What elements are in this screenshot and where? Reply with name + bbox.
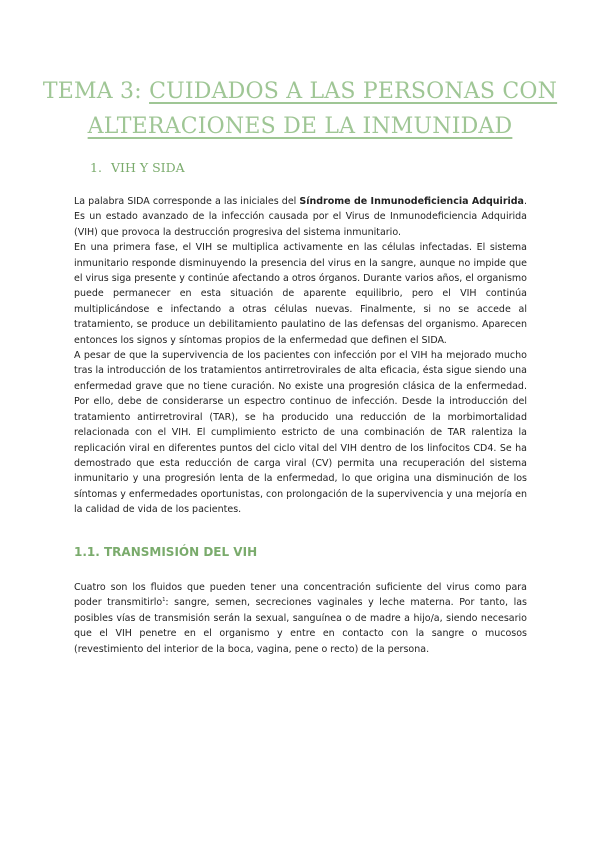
title-line-2: ALTERACIONES DE LA INMUNIDAD	[87, 114, 513, 139]
section-1-body	[74, 194, 527, 518]
title-line-1: CUIDADOS A LAS PERSONAS CON	[149, 79, 558, 104]
bold-term: Síndrome de Inmunodeficiencia Adquirida	[299, 196, 524, 207]
subsection-heading-transmision: 1.1. TRANSMISIÓN DEL VIH	[74, 545, 258, 559]
section-number: 1.	[90, 160, 102, 175]
page-title	[40, 74, 560, 144]
paragraph: En una primera fase, el VIH se multiplica activamente en las células infectadas. El sistema inmunitario responde disminuyendo la presencia del virus en la sangre, aunque no impide que el virus siga presente y continúe afectando a otros órganos. Durante varios años, el organismo puede permanecer en esta situación de aparente equilibrio, pero el VIH continúa multiplicándose e infectando a otras células nuevas. Finalmente, si no se accede al tratamiento, se produce un debilitamiento paulatino de las defensas del organismo. Aparecen entonces los signos y síntomas propios de la enfermedad que definen el SIDA.	[74, 242, 527, 346]
section-1-1-body	[74, 580, 527, 657]
title-prefix: TEMA 3:	[42, 79, 150, 104]
section-heading-vih-sida	[90, 160, 185, 175]
paragraph: Cuatro son los fluidos que pueden tener una concentración suficiente del virus como para poder transmitirlo$^1$: sangre, semen, secreciones vaginales y leche materna. Por tanto, las posibles vías de transmisión serán la sexual, sanguínea o de madre a hijo/a, siendo necesario que el VIH penetre en el organismo y entre en contacto con la sangre o mucosos (revestimiento del interior de la boca, vagina, pene o recto) de la persona.	[74, 582, 527, 655]
paragraph: A pesar de que la supervivencia de los pacientes con infección por el VIH ha mejorado mucho tras la introducción de los tratamientos antirretrovirales de alta eficacia, ésta sigue siendo una enfermedad grave que no tiene curación. No existe una progresión clásica de la enfermedad. Por ello, debe de considerarse un espectro continuo de infección. Desde la introducción del tratamiento antirretroviral (TAR), se ha producido una reducción de la morbimortalidad relacionada con el VIH. El cumplimiento estricto de una combinación de TAR ralentiza la replicación viral en diferentes puntos del ciclo vital del VIH dentro de los linfocitos CD4. Se ha demostrado que esta reducción de carga viral (CV) permita una recuperación del sistema inmunitario y una progresión lenta de la enfermedad, lo que origina una disminución de los síntomas y enfermedades oportunistas, con prolongación de la supervivencia y una mejoría en la calidad de vida de los pacientes.	[74, 350, 527, 516]
footnote-marker[interactable]: 1	[162, 597, 166, 604]
section-heading-text: VIH Y SIDA	[111, 160, 185, 175]
paragraph: La palabra SIDA corresponde a las iniciales del Síndrome de Inmunodeficiencia Adquirida. Es un estado avanzado de la infección causada por el Virus de Inmunodeficiencia Adquirida (VIH) que provoca la destrucción progresiva del sistema inmunitario.	[74, 196, 527, 238]
